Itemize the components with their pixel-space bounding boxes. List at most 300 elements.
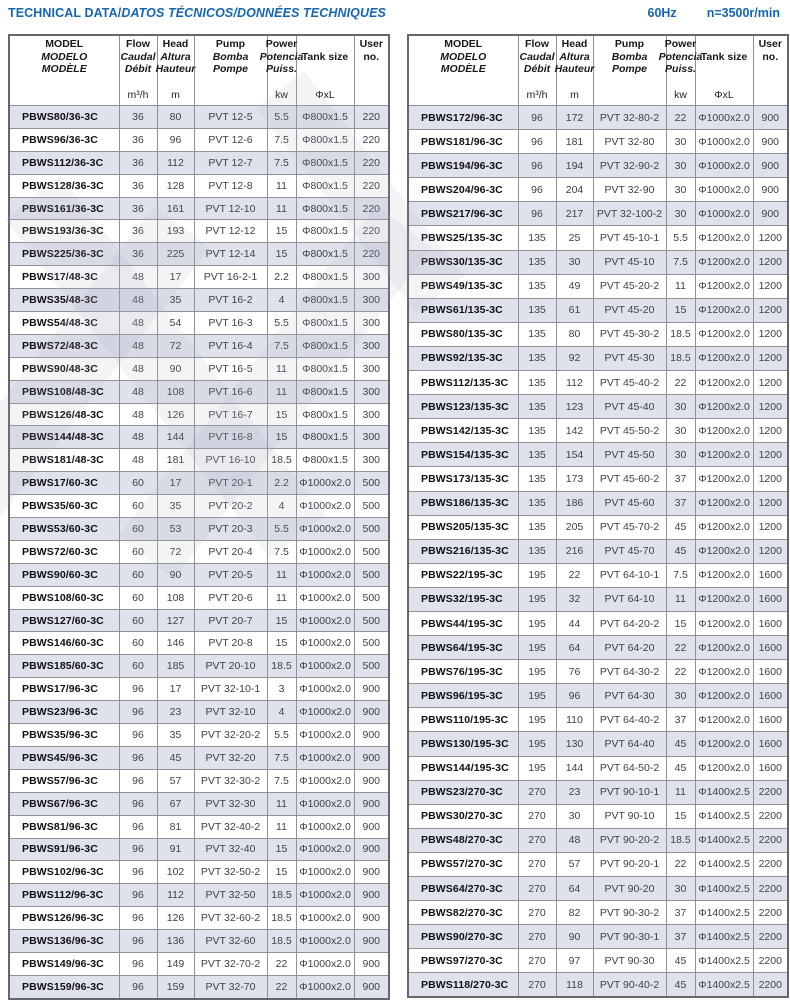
col-header-label: Puiss. bbox=[266, 63, 297, 76]
pump-cell: PVT 90-20-1 bbox=[593, 852, 666, 876]
tank-cell: Φ800x1.5 bbox=[296, 106, 354, 129]
head-cell: 35 bbox=[157, 289, 194, 312]
table-row bbox=[9, 449, 389, 472]
power-cell: 11 bbox=[267, 197, 296, 220]
flow-cell: 96 bbox=[119, 815, 157, 838]
head-cell: 108 bbox=[157, 380, 194, 403]
head-cell: 81 bbox=[157, 815, 194, 838]
user-cell: 900 bbox=[753, 154, 788, 178]
col-header-label: Head bbox=[162, 38, 189, 50]
pump-cell: PVT 32-40-2 bbox=[194, 815, 267, 838]
head-cell: 204 bbox=[556, 178, 593, 202]
head-cell: 25 bbox=[556, 226, 593, 250]
flow-cell: 96 bbox=[119, 884, 157, 907]
user-cell: 1600 bbox=[753, 587, 788, 611]
tank-cell: Φ800x1.5 bbox=[296, 334, 354, 357]
col-header-label: Caudal bbox=[519, 50, 555, 63]
tank-cell: Φ1000x2.0 bbox=[296, 838, 354, 861]
flow-cell: 135 bbox=[518, 467, 556, 491]
user-cell: 500 bbox=[354, 472, 389, 495]
power-cell: 2.2 bbox=[267, 266, 296, 289]
tank-cell: Φ1000x2.0 bbox=[296, 792, 354, 815]
pump-cell: PVT 16-10 bbox=[194, 449, 267, 472]
tank-cell: Φ1000x2.0 bbox=[695, 178, 753, 202]
tank-cell: Φ1000x2.0 bbox=[296, 907, 354, 930]
flow-cell: 195 bbox=[518, 563, 556, 587]
power-cell: 18.5 bbox=[666, 346, 695, 370]
power-cell: 18.5 bbox=[666, 322, 695, 346]
power-cell: 22 bbox=[267, 975, 296, 998]
power-cell: 45 bbox=[666, 973, 695, 998]
user-cell: 1200 bbox=[753, 226, 788, 250]
model-cell: PBWS25/135-3C bbox=[408, 226, 518, 250]
head-cell: 90 bbox=[157, 357, 194, 380]
tank-cell: Φ1000x2.0 bbox=[296, 746, 354, 769]
power-cell: 45 bbox=[666, 539, 695, 563]
pump-cell: PVT 32-80-2 bbox=[593, 106, 666, 130]
pump-cell: PVT 32-40 bbox=[194, 838, 267, 861]
table-row bbox=[408, 804, 788, 828]
pump-cell: PVT 20-10 bbox=[194, 655, 267, 678]
tank-cell: Φ1200x2.0 bbox=[695, 660, 753, 684]
model-cell: PBWS64/195-3C bbox=[408, 636, 518, 660]
head-cell: 35 bbox=[157, 724, 194, 747]
user-cell: 2200 bbox=[753, 901, 788, 925]
power-cell: 5.5 bbox=[267, 106, 296, 129]
tank-cell: Φ800x1.5 bbox=[296, 449, 354, 472]
col-header-unit bbox=[196, 90, 266, 102]
tank-cell: Φ800x1.5 bbox=[296, 243, 354, 266]
tank-cell: Φ800x1.5 bbox=[296, 151, 354, 174]
table-row bbox=[408, 443, 788, 467]
table-row bbox=[408, 756, 788, 780]
power-cell: 30 bbox=[666, 443, 695, 467]
power-cell: 30 bbox=[666, 395, 695, 419]
user-cell: 1200 bbox=[753, 322, 788, 346]
flow-cell: 60 bbox=[119, 495, 157, 518]
head-cell: 225 bbox=[157, 243, 194, 266]
tank-cell: Φ1000x2.0 bbox=[296, 724, 354, 747]
col-header-label: no. bbox=[762, 50, 779, 63]
model-cell: PBWS144/195-3C bbox=[408, 756, 518, 780]
col-header-model bbox=[408, 35, 518, 106]
flow-cell: 60 bbox=[119, 563, 157, 586]
power-cell: 15 bbox=[267, 220, 296, 243]
power-cell: 18.5 bbox=[267, 449, 296, 472]
table-row bbox=[9, 289, 389, 312]
tank-cell: Φ1200x2.0 bbox=[695, 491, 753, 515]
head-cell: 205 bbox=[556, 515, 593, 539]
tank-cell: Φ1000x2.0 bbox=[296, 769, 354, 792]
col-header-unit bbox=[11, 90, 118, 102]
flow-cell: 135 bbox=[518, 298, 556, 322]
user-cell: 900 bbox=[354, 724, 389, 747]
user-cell: 300 bbox=[354, 426, 389, 449]
table-row bbox=[408, 250, 788, 274]
pump-cell: PVT 16-7 bbox=[194, 403, 267, 426]
model-cell: PBWS112/135-3C bbox=[408, 371, 518, 395]
head-cell: 57 bbox=[556, 852, 593, 876]
user-cell: 1200 bbox=[753, 539, 788, 563]
model-cell: PBWS23/270-3C bbox=[408, 780, 518, 804]
table-row bbox=[408, 660, 788, 684]
head-cell: 53 bbox=[157, 518, 194, 541]
model-cell: PBWS91/96-3C bbox=[9, 838, 119, 861]
table-row bbox=[9, 907, 389, 930]
flow-cell: 135 bbox=[518, 395, 556, 419]
tank-cell: Φ1200x2.0 bbox=[695, 419, 753, 443]
tables-container bbox=[0, 32, 790, 1000]
head-cell: 126 bbox=[157, 907, 194, 930]
col-header-pump bbox=[593, 35, 666, 106]
user-cell: 300 bbox=[354, 312, 389, 335]
tank-cell: Φ1200x2.0 bbox=[695, 371, 753, 395]
head-cell: 194 bbox=[556, 154, 593, 178]
flow-cell: 96 bbox=[518, 202, 556, 226]
col-header-label: Altura bbox=[559, 50, 590, 63]
tank-cell: Φ1000x2.0 bbox=[296, 930, 354, 953]
tank-cell: Φ1000x2.0 bbox=[296, 655, 354, 678]
model-cell: PBWS82/270-3C bbox=[408, 901, 518, 925]
tank-cell: Φ800x1.5 bbox=[296, 197, 354, 220]
user-cell: 900 bbox=[354, 861, 389, 884]
table-row bbox=[9, 952, 389, 975]
table-row bbox=[408, 973, 788, 998]
power-cell: 7.5 bbox=[267, 746, 296, 769]
flow-cell: 36 bbox=[119, 243, 157, 266]
table-row bbox=[9, 220, 389, 243]
tank-cell: Φ1000x2.0 bbox=[296, 586, 354, 609]
flow-cell: 48 bbox=[119, 449, 157, 472]
head-cell: 126 bbox=[157, 403, 194, 426]
model-cell: PBWS149/96-3C bbox=[9, 952, 119, 975]
model-cell: PBWS17/96-3C bbox=[9, 678, 119, 701]
head-cell: 90 bbox=[157, 563, 194, 586]
pump-cell: PVT 32-90-2 bbox=[593, 154, 666, 178]
col-header-label: Caudal bbox=[120, 50, 156, 63]
pump-cell: PVT 64-50-2 bbox=[593, 756, 666, 780]
user-cell: 1200 bbox=[753, 515, 788, 539]
model-cell: PBWS30/135-3C bbox=[408, 250, 518, 274]
power-cell: 7.5 bbox=[267, 128, 296, 151]
col-header-label: Bomba bbox=[611, 50, 648, 63]
tank-cell: Φ800x1.5 bbox=[296, 174, 354, 197]
flow-cell: 96 bbox=[119, 838, 157, 861]
power-cell: 5.5 bbox=[267, 312, 296, 335]
power-cell: 18.5 bbox=[267, 907, 296, 930]
head-cell: 136 bbox=[157, 930, 194, 953]
power-cell: 22 bbox=[666, 852, 695, 876]
table-row bbox=[9, 632, 389, 655]
user-cell: 900 bbox=[354, 701, 389, 724]
power-cell: 15 bbox=[267, 426, 296, 449]
tank-cell: Φ1200x2.0 bbox=[695, 756, 753, 780]
tank-cell: Φ1200x2.0 bbox=[695, 274, 753, 298]
pump-cell: PVT 16-5 bbox=[194, 357, 267, 380]
pump-cell: PVT 20-2 bbox=[194, 495, 267, 518]
power-cell: 4 bbox=[267, 701, 296, 724]
col-header-user bbox=[753, 35, 788, 106]
flow-cell: 60 bbox=[119, 655, 157, 678]
pump-cell: PVT 32-30-2 bbox=[194, 769, 267, 792]
power-cell: 37 bbox=[666, 901, 695, 925]
flow-cell: 96 bbox=[518, 178, 556, 202]
user-cell: 2200 bbox=[753, 804, 788, 828]
table-row bbox=[408, 925, 788, 949]
user-cell: 500 bbox=[354, 655, 389, 678]
power-cell: 4 bbox=[267, 289, 296, 312]
flow-cell: 135 bbox=[518, 539, 556, 563]
tank-cell: Φ1200x2.0 bbox=[695, 611, 753, 635]
head-cell: 45 bbox=[157, 746, 194, 769]
tank-cell: Φ1200x2.0 bbox=[695, 467, 753, 491]
model-cell: PBWS81/96-3C bbox=[9, 815, 119, 838]
head-cell: 80 bbox=[157, 106, 194, 129]
user-cell: 1200 bbox=[753, 467, 788, 491]
user-cell: 900 bbox=[354, 952, 389, 975]
power-cell: 15 bbox=[267, 403, 296, 426]
col-header-label: Power bbox=[265, 38, 298, 50]
tank-cell: Φ1000x2.0 bbox=[296, 632, 354, 655]
col-header-label: Hauteur bbox=[554, 63, 595, 76]
head-cell: 97 bbox=[556, 949, 593, 973]
table-row bbox=[408, 467, 788, 491]
user-cell: 300 bbox=[354, 357, 389, 380]
col-header-tank bbox=[695, 35, 753, 106]
tank-cell: Φ1000x2.0 bbox=[296, 563, 354, 586]
pump-cell: PVT 20-5 bbox=[194, 563, 267, 586]
user-cell: 1600 bbox=[753, 684, 788, 708]
flow-cell: 60 bbox=[119, 540, 157, 563]
head-cell: 112 bbox=[556, 371, 593, 395]
tank-cell: Φ1000x2.0 bbox=[296, 952, 354, 975]
table-row bbox=[408, 852, 788, 876]
tank-cell: Φ1400x2.5 bbox=[695, 877, 753, 901]
table-row bbox=[9, 769, 389, 792]
flow-cell: 60 bbox=[119, 586, 157, 609]
spec-table-right bbox=[407, 34, 789, 998]
pump-cell: PVT 45-10 bbox=[593, 250, 666, 274]
power-cell: 45 bbox=[666, 756, 695, 780]
head-cell: 216 bbox=[556, 539, 593, 563]
table-row bbox=[408, 419, 788, 443]
col-header-power bbox=[658, 35, 703, 106]
pump-cell: PVT 90-40-2 bbox=[593, 973, 666, 998]
tank-cell: Φ1200x2.0 bbox=[695, 539, 753, 563]
pump-cell: PVT 45-10-1 bbox=[593, 226, 666, 250]
tank-cell: Φ1000x2.0 bbox=[296, 861, 354, 884]
tank-cell: Φ1200x2.0 bbox=[695, 443, 753, 467]
pump-cell: PVT 32-20 bbox=[194, 746, 267, 769]
model-cell: PBWS90/60-3C bbox=[9, 563, 119, 586]
model-cell: PBWS80/36-3C bbox=[9, 106, 119, 129]
power-cell: 11 bbox=[666, 274, 695, 298]
pump-cell: PVT 45-30 bbox=[593, 346, 666, 370]
pump-cell: PVT 64-20-2 bbox=[593, 611, 666, 635]
pump-cell: PVT 90-30-1 bbox=[593, 925, 666, 949]
model-cell: PBWS17/60-3C bbox=[9, 472, 119, 495]
table-row bbox=[9, 312, 389, 335]
flow-cell: 60 bbox=[119, 518, 157, 541]
flow-cell: 96 bbox=[119, 975, 157, 998]
flow-cell: 270 bbox=[518, 804, 556, 828]
head-cell: 30 bbox=[556, 250, 593, 274]
power-cell: 22 bbox=[666, 371, 695, 395]
tank-cell: Φ1200x2.0 bbox=[695, 226, 753, 250]
frequency-label: 60Hz bbox=[647, 6, 677, 20]
model-cell: PBWS35/96-3C bbox=[9, 724, 119, 747]
table-row bbox=[408, 684, 788, 708]
col-header-label: MODEL bbox=[444, 38, 483, 50]
pump-cell: PVT 90-30 bbox=[593, 949, 666, 973]
user-cell: 2200 bbox=[753, 973, 788, 998]
tank-cell: Φ1000x2.0 bbox=[296, 518, 354, 541]
pump-cell: PVT 12-14 bbox=[194, 243, 267, 266]
power-cell: 37 bbox=[666, 491, 695, 515]
table-row bbox=[9, 815, 389, 838]
head-cell: 23 bbox=[157, 701, 194, 724]
operating-specs bbox=[648, 6, 781, 20]
flow-cell: 135 bbox=[518, 491, 556, 515]
model-cell: PBWS112/36-3C bbox=[9, 151, 119, 174]
user-cell: 500 bbox=[354, 609, 389, 632]
tank-cell: Φ1400x2.5 bbox=[695, 973, 753, 998]
pump-cell: PVT 32-50-2 bbox=[194, 861, 267, 884]
model-cell: PBWS96/195-3C bbox=[408, 684, 518, 708]
user-cell: 2200 bbox=[753, 949, 788, 973]
tank-cell: Φ1400x2.5 bbox=[695, 804, 753, 828]
flow-cell: 195 bbox=[518, 684, 556, 708]
table-row bbox=[9, 884, 389, 907]
power-cell: 15 bbox=[666, 804, 695, 828]
table-row bbox=[408, 178, 788, 202]
tank-cell: Φ1000x2.0 bbox=[296, 975, 354, 998]
col-header-label: User bbox=[359, 38, 383, 50]
tank-cell: Φ1400x2.5 bbox=[695, 852, 753, 876]
user-cell: 300 bbox=[354, 403, 389, 426]
head-cell: 44 bbox=[556, 611, 593, 635]
col-header-label: User bbox=[758, 38, 782, 50]
col-header-unit: ΦxL bbox=[714, 89, 734, 102]
power-cell: 30 bbox=[666, 419, 695, 443]
table-row bbox=[9, 426, 389, 449]
model-cell: PBWS216/135-3C bbox=[408, 539, 518, 563]
power-cell: 30 bbox=[666, 178, 695, 202]
power-cell: 30 bbox=[666, 684, 695, 708]
table-row bbox=[408, 202, 788, 226]
col-header-model bbox=[9, 35, 119, 106]
flow-cell: 96 bbox=[119, 907, 157, 930]
head-cell: 186 bbox=[556, 491, 593, 515]
model-cell: PBWS146/60-3C bbox=[9, 632, 119, 655]
model-cell: PBWS194/96-3C bbox=[408, 154, 518, 178]
user-cell: 220 bbox=[354, 106, 389, 129]
tank-cell: Φ800x1.5 bbox=[296, 380, 354, 403]
tank-cell: Φ1000x2.0 bbox=[296, 815, 354, 838]
col-header-label: Potencia bbox=[658, 50, 703, 63]
table-row bbox=[9, 540, 389, 563]
model-cell: PBWS110/195-3C bbox=[408, 708, 518, 732]
user-cell: 2200 bbox=[753, 925, 788, 949]
table-row bbox=[9, 174, 389, 197]
pump-cell: PVT 12-5 bbox=[194, 106, 267, 129]
power-cell: 45 bbox=[666, 515, 695, 539]
pump-cell: PVT 20-7 bbox=[194, 609, 267, 632]
user-cell: 1200 bbox=[753, 419, 788, 443]
tank-cell: Φ1000x2.0 bbox=[296, 701, 354, 724]
pump-cell: PVT 12-12 bbox=[194, 220, 267, 243]
col-header-power bbox=[259, 35, 304, 106]
model-cell: PBWS35/60-3C bbox=[9, 495, 119, 518]
flow-cell: 195 bbox=[518, 611, 556, 635]
model-cell: PBWS173/135-3C bbox=[408, 467, 518, 491]
model-cell: PBWS102/96-3C bbox=[9, 861, 119, 884]
model-cell: PBWS161/36-3C bbox=[9, 197, 119, 220]
flow-cell: 135 bbox=[518, 419, 556, 443]
pump-cell: PVT 90-20 bbox=[593, 877, 666, 901]
header-row bbox=[9, 35, 389, 106]
user-cell: 220 bbox=[354, 174, 389, 197]
pump-cell: PVT 32-10-1 bbox=[194, 678, 267, 701]
col-header-unit: m bbox=[570, 89, 579, 102]
tank-cell: Φ1000x2.0 bbox=[296, 495, 354, 518]
power-cell: 7.5 bbox=[267, 151, 296, 174]
col-header-label: Puiss. bbox=[665, 63, 696, 76]
tank-cell: Φ1200x2.0 bbox=[695, 250, 753, 274]
head-cell: 142 bbox=[556, 419, 593, 443]
power-cell: 11 bbox=[267, 380, 296, 403]
model-cell: PBWS142/135-3C bbox=[408, 419, 518, 443]
model-cell: PBWS193/36-3C bbox=[9, 220, 119, 243]
flow-cell: 96 bbox=[119, 930, 157, 953]
tank-cell: Φ800x1.5 bbox=[296, 312, 354, 335]
model-cell: PBWS123/135-3C bbox=[408, 395, 518, 419]
flow-cell: 96 bbox=[518, 106, 556, 130]
model-cell: PBWS80/135-3C bbox=[408, 322, 518, 346]
pump-cell: PVT 16-4 bbox=[194, 334, 267, 357]
model-cell: PBWS90/270-3C bbox=[408, 925, 518, 949]
table-row bbox=[408, 780, 788, 804]
pump-cell: PVT 20-3 bbox=[194, 518, 267, 541]
user-cell: 220 bbox=[354, 151, 389, 174]
pump-cell: PVT 64-40 bbox=[593, 732, 666, 756]
flow-cell: 36 bbox=[119, 106, 157, 129]
table-row bbox=[408, 563, 788, 587]
user-cell: 1600 bbox=[753, 611, 788, 635]
tank-cell: Φ800x1.5 bbox=[296, 128, 354, 151]
tank-cell: Φ1200x2.0 bbox=[695, 636, 753, 660]
tank-cell: Φ1400x2.5 bbox=[695, 949, 753, 973]
model-cell: PBWS32/195-3C bbox=[408, 587, 518, 611]
user-cell: 900 bbox=[354, 930, 389, 953]
col-header-unit bbox=[356, 90, 388, 102]
model-cell: PBWS108/60-3C bbox=[9, 586, 119, 609]
pump-cell: PVT 90-10-1 bbox=[593, 780, 666, 804]
model-cell: PBWS67/96-3C bbox=[9, 792, 119, 815]
pump-cell: PVT 32-50 bbox=[194, 884, 267, 907]
tank-cell: Φ800x1.5 bbox=[296, 220, 354, 243]
pump-cell: PVT 45-50 bbox=[593, 443, 666, 467]
table-row bbox=[9, 128, 389, 151]
pump-cell: PVT 20-4 bbox=[194, 540, 267, 563]
power-cell: 11 bbox=[267, 174, 296, 197]
flow-cell: 135 bbox=[518, 274, 556, 298]
col-header-unit: ΦxL bbox=[315, 89, 335, 102]
col-header-label: Débit bbox=[124, 63, 152, 76]
power-cell: 15 bbox=[267, 838, 296, 861]
col-header-head bbox=[556, 35, 593, 106]
table-row bbox=[408, 322, 788, 346]
